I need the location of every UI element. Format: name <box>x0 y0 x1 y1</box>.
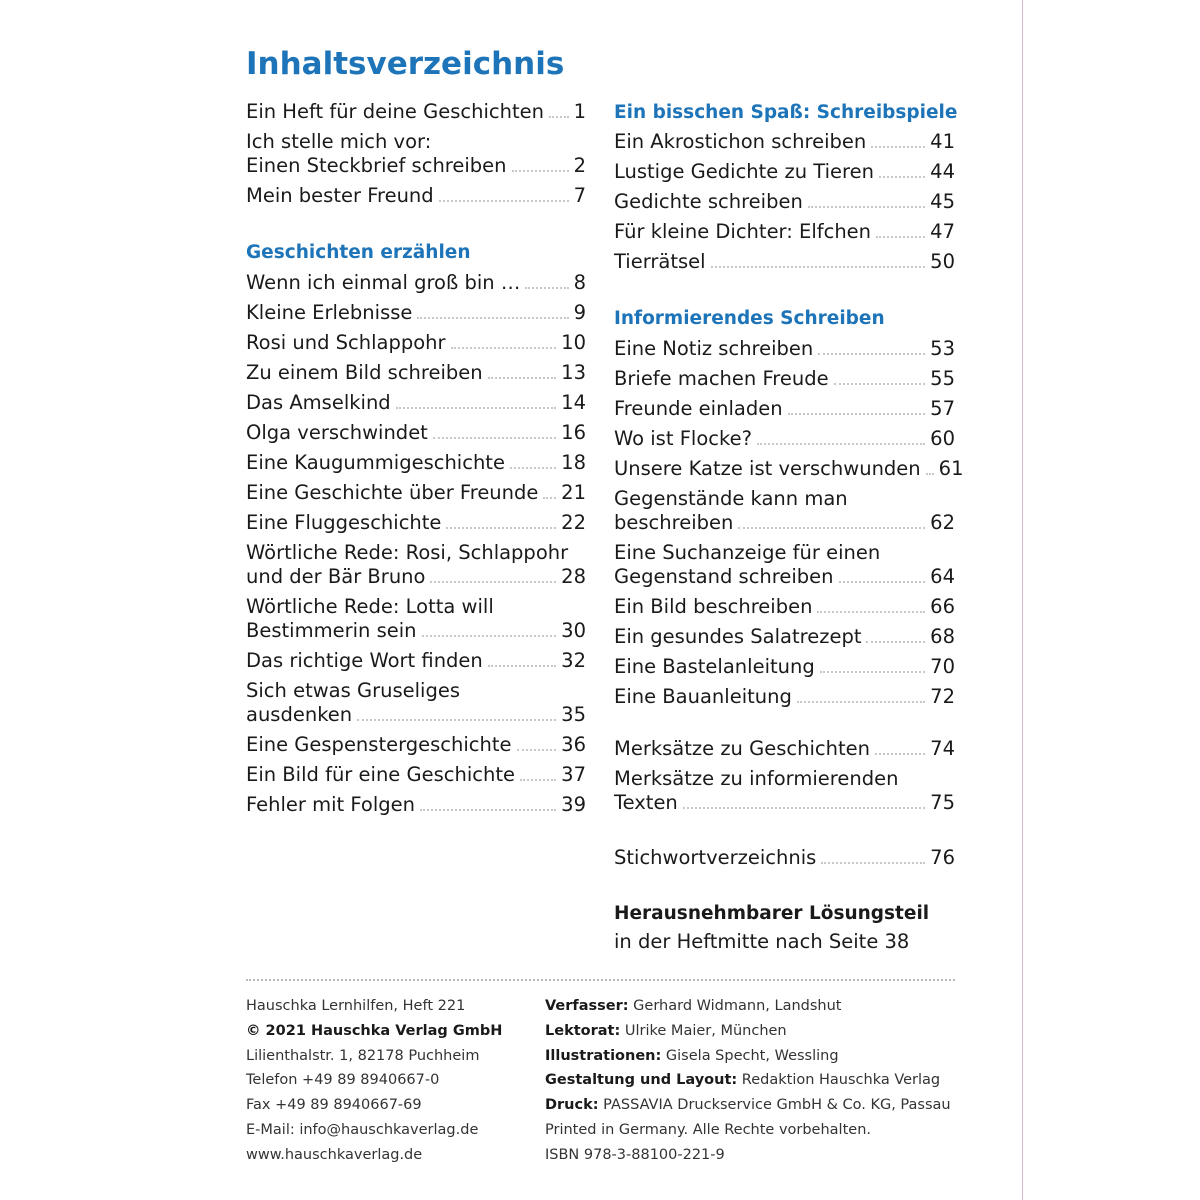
imprint-copyright: © 2021 Hauschka Verlag GmbH <box>246 1022 503 1039</box>
toc-entry-page: 75 <box>930 791 955 814</box>
toc-entry <box>614 457 964 481</box>
toc-entry-page: 21 <box>561 481 586 504</box>
toc-entry-title: Freunde einladen <box>614 397 783 420</box>
toc-entry-title: Merksätze zu Geschichten <box>614 737 870 760</box>
toc-entry-page: 53 <box>930 337 955 360</box>
imprint-value: Ulrike Maier, München <box>620 1022 787 1039</box>
toc-entry-title: Ein Heft für deine Geschichten <box>246 100 544 123</box>
toc-entry <box>246 301 586 325</box>
toc-entry <box>614 397 955 421</box>
toc-entry <box>246 541 586 589</box>
imprint-line: Telefon +49 89 8940667-0 <box>246 1072 440 1089</box>
imprint-line <box>545 1068 951 1093</box>
imprint-value: Printed in Germany. Alle Rechte vorbehalten. <box>545 1121 871 1138</box>
toc-entry <box>246 451 586 475</box>
imprint-line: Fax +49 89 8940667-69 <box>246 1097 422 1114</box>
toc-entry-page: 13 <box>561 361 586 384</box>
imprint-line: Hauschka Lernhilfen, Heft 221 <box>246 998 466 1014</box>
imprint-credits <box>545 994 951 1168</box>
toc-entry-page: 41 <box>930 130 955 153</box>
toc-entry-page: 44 <box>930 160 955 183</box>
toc-entry-page: 1 <box>573 100 586 123</box>
toc-entry <box>246 595 586 643</box>
toc-entry-title: beschreiben <box>614 511 734 534</box>
toc-entry-title: Ich stelle mich vor: <box>246 130 432 153</box>
toc-entry-title: Ein Bild für eine Geschichte <box>246 763 515 786</box>
imprint-line <box>545 1093 951 1118</box>
toc-entry-page: 9 <box>573 301 586 324</box>
imprint-value: ISBN 978-3-88100-221-9 <box>545 1146 725 1163</box>
toc-entry <box>614 250 955 274</box>
toc-entry <box>614 220 955 244</box>
imprint-label: Lektorat: <box>545 1022 621 1039</box>
toc-entry-title: Das Amselkind <box>246 391 391 414</box>
solutions-text: in der Heftmitte nach Seite 38 <box>614 930 910 953</box>
toc-entry-title: Mein bester Freund <box>246 184 434 207</box>
toc-entry-page: 76 <box>930 846 955 869</box>
toc-entry-title: Ein Akrostichon schreiben <box>614 130 867 153</box>
toc-entry-page: 74 <box>930 737 955 760</box>
imprint-line: Lilienthalstr. 1, 82178 Puchheim <box>246 1047 480 1064</box>
toc-entry <box>246 511 586 535</box>
toc-entry-page: 39 <box>561 793 586 816</box>
imprint-line <box>545 1118 951 1143</box>
toc-entry <box>614 337 955 361</box>
toc-entry-page: 50 <box>930 250 955 273</box>
toc-entry <box>614 685 955 709</box>
toc-entry <box>614 130 955 154</box>
imprint-label: Illustrationen: <box>545 1047 662 1064</box>
toc-entry-page: 18 <box>561 451 586 474</box>
imprint-value: PASSAVIA Druckservice GmbH & Co. KG, Passau <box>598 1097 951 1114</box>
imprint-line <box>246 1019 502 1044</box>
imprint-value: Redaktion Hauschka Verlag <box>737 1072 941 1089</box>
toc-entry-page: 72 <box>930 685 955 708</box>
toc-entry-title: Eine Suchanzeige für einen <box>614 541 881 564</box>
imprint-label: Gestaltung und Layout: <box>545 1072 738 1089</box>
page-title: Inhaltsverzeichnis <box>246 46 565 82</box>
toc-entry-page: 14 <box>561 391 586 414</box>
imprint-value: Gerhard Widmann, Landshut <box>628 998 842 1014</box>
toc-entry-page: 55 <box>930 367 955 390</box>
toc-entry-page: 37 <box>561 763 586 786</box>
imprint-label: Verfasser: <box>545 998 629 1014</box>
toc-entry-page: 61 <box>938 457 964 480</box>
toc-entry-title: Ein gesundes Salatrezept <box>614 625 862 648</box>
toc-entry <box>246 100 586 124</box>
imprint-separator <box>246 979 955 981</box>
toc-entry-page: 8 <box>573 271 586 294</box>
toc-entry-page: 10 <box>561 331 586 354</box>
toc-entry-title: Eine Notiz schreiben <box>614 337 814 360</box>
toc-entry-title: Zu einem Bild schreiben <box>246 361 483 384</box>
section-heading: Informierendes Schreiben <box>614 308 885 329</box>
toc-entry <box>614 160 955 184</box>
toc-entry-title: Eine Geschichte über Freunde <box>246 481 539 504</box>
toc-entry-title: Stichwortverzeichnis <box>614 846 817 869</box>
toc-entry-title: Briefe machen Freude <box>614 367 829 390</box>
imprint-website: www.hauschkaverlag.de <box>246 1146 423 1163</box>
toc-entry <box>246 271 586 295</box>
toc-entry <box>246 733 586 757</box>
toc-entry <box>614 655 955 679</box>
toc-entry <box>246 793 586 817</box>
toc-entry-title: Fehler mit Folgen <box>246 793 415 816</box>
imprint-line <box>545 1044 951 1069</box>
toc-entry-title: Gegenstände kann man <box>614 487 848 510</box>
toc-entry-title: Gedichte schreiben <box>614 190 803 213</box>
toc-entry-title: Eine Fluggeschichte <box>246 511 442 534</box>
imprint-publisher <box>246 994 502 1168</box>
toc-entry-title: Eine Bauanleitung <box>614 685 792 708</box>
toc-entry-title: und der Bär Bruno <box>246 565 426 588</box>
toc-entry-title: Olga verschwindet <box>246 421 428 444</box>
toc-entry-page: 47 <box>930 220 955 243</box>
toc-entry-page: 45 <box>930 190 955 213</box>
toc-entry-page: 62 <box>930 511 955 534</box>
toc-entry-page: 60 <box>930 427 955 450</box>
section-heading: Geschichten erzählen <box>246 242 471 263</box>
toc-entry-title: Bestimmerin sein <box>246 619 417 642</box>
toc-entry <box>246 391 586 415</box>
imprint-isbn <box>545 1143 951 1168</box>
toc-entry-title: Kleine Erlebnisse <box>246 301 413 324</box>
toc-entry <box>246 331 586 355</box>
toc-entry <box>246 679 586 727</box>
toc-entry-page: 64 <box>930 565 955 588</box>
toc-entry <box>246 481 586 505</box>
toc-entry-title: Ein Bild beschreiben <box>614 595 813 618</box>
toc-entry-page: 22 <box>561 511 586 534</box>
imprint-value: Gisela Specht, Wessling <box>661 1047 839 1064</box>
toc-entry-title: Wenn ich einmal groß bin … <box>246 271 521 294</box>
toc-entry <box>614 767 955 815</box>
toc-entry-title: Gegenstand schreiben <box>614 565 834 588</box>
toc-entry-title: Wo ist Flocke? <box>614 427 752 450</box>
toc-entry-page: 68 <box>930 625 955 648</box>
toc-entry <box>614 737 955 761</box>
toc-entry-page: 16 <box>561 421 586 444</box>
toc-entry <box>246 649 586 673</box>
toc-entry-title: Sich etwas Gruseliges <box>246 679 460 702</box>
toc-entry-title: Tierrätsel <box>614 250 706 273</box>
toc-entry-title: Unsere Katze ist verschwunden <box>614 457 921 480</box>
toc-entry <box>614 625 955 649</box>
imprint-line <box>545 994 951 1019</box>
toc-entry <box>614 427 955 451</box>
toc-entry-page: 35 <box>561 703 586 726</box>
toc-entry-title: Eine Kaugummigeschichte <box>246 451 505 474</box>
toc-entry <box>614 487 955 535</box>
toc-entry-page: 28 <box>561 565 586 588</box>
toc-entry-title: Eine Bastelanleitung <box>614 655 815 678</box>
toc-entry-title: Das richtige Wort finden <box>246 649 483 672</box>
toc-entry-title: Wörtliche Rede: Rosi, Schlappohr <box>246 541 569 564</box>
toc-entry <box>246 421 586 445</box>
toc-entry <box>614 367 955 391</box>
toc-entry-page: 70 <box>930 655 955 678</box>
solutions-title: Herausnehmbarer Lösungsteil <box>614 903 930 924</box>
imprint-email: E-Mail: info@hauschkaverlag.de <box>246 1121 479 1138</box>
toc-entry-page: 66 <box>930 595 955 618</box>
toc-entry-title: Lustige Gedichte zu Tieren <box>614 160 874 183</box>
toc-entry <box>246 763 586 787</box>
toc-entry <box>246 361 586 385</box>
toc-entry-title: Eine Gespenstergeschichte <box>246 733 512 756</box>
imprint-label: Druck: <box>545 1097 599 1114</box>
toc-entry-title: Für kleine Dichter: Elfchen <box>614 220 872 243</box>
toc-entry-page: 36 <box>561 733 586 756</box>
toc-entry <box>614 541 955 589</box>
toc-entry-title: Texten <box>614 791 678 814</box>
toc-entry-page: 32 <box>561 649 586 672</box>
page-edge-line <box>1022 0 1023 1200</box>
imprint-line <box>545 1019 951 1044</box>
toc-entry-page: 7 <box>573 184 586 207</box>
toc-entry <box>614 846 955 870</box>
toc-entry-title: Merksätze zu informierenden <box>614 767 899 790</box>
toc-entry <box>246 130 586 178</box>
toc-entry-title: Rosi und Schlappohr <box>246 331 446 354</box>
toc-entry-page: 57 <box>930 397 955 420</box>
toc-entry-title: ausdenken <box>246 703 353 726</box>
toc-entry <box>246 184 586 208</box>
toc-entry-page: 30 <box>561 619 586 642</box>
toc-entry-title: Einen Steckbrief schreiben <box>246 154 507 177</box>
toc-entry <box>614 595 955 619</box>
toc-entry <box>614 190 955 214</box>
toc-entry-page: 2 <box>573 154 586 177</box>
toc-entry-title: Wörtliche Rede: Lotta will <box>246 595 494 618</box>
section-heading: Ein bisschen Spaß: Schreibspiele <box>614 102 958 123</box>
